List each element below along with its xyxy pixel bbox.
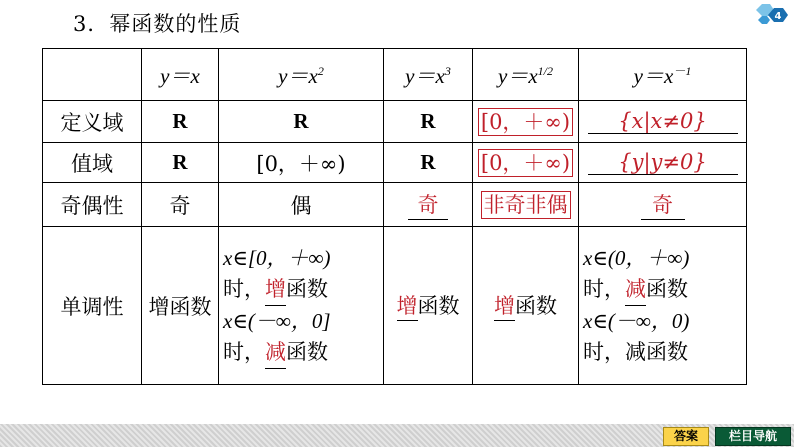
- table-cell: [473, 183, 579, 227]
- table-cell: 增函数: [384, 227, 473, 385]
- answer-text: {x|x≠0}: [618, 109, 707, 133]
- section-number: 3．: [73, 12, 110, 36]
- row-label: 奇偶性: [43, 183, 142, 227]
- header-row: [43, 49, 747, 101]
- answer-box: 非奇非偶: [481, 191, 571, 219]
- table-cell: [579, 227, 747, 385]
- table-cell: R: [219, 101, 384, 143]
- table-cell: [473, 143, 579, 183]
- mono-line: 时，减函数: [583, 340, 688, 364]
- header-cell: y＝x: [142, 49, 219, 101]
- answer-box: [0，＋∞): [478, 149, 573, 177]
- power-function-table: [42, 48, 747, 385]
- section-heading: [73, 8, 241, 38]
- table-cell: R: [384, 101, 473, 143]
- table-cell: [219, 227, 384, 385]
- table-row-domain: [43, 101, 747, 143]
- table-cell: [473, 101, 579, 143]
- answer-text: 奇: [417, 193, 439, 217]
- corner-cell: [43, 49, 142, 101]
- table-row-range: [43, 143, 747, 183]
- row-label: 单调性: [43, 227, 142, 385]
- table-cell: [579, 183, 747, 227]
- mono-line: x∈(－∞，0): [583, 309, 690, 333]
- table-cell: [0，＋∞): [219, 143, 384, 183]
- answer-text: 减: [625, 277, 646, 301]
- table-cell: 奇: [142, 183, 219, 227]
- table-cell: [579, 143, 747, 183]
- table-cell: 增函数: [142, 227, 219, 385]
- table-cell: R: [142, 143, 219, 183]
- section-nav-button[interactable]: 栏目导航: [715, 427, 791, 446]
- mono-line: 时，减函数: [223, 337, 383, 369]
- table-cell: 增函数: [473, 227, 579, 385]
- answer-text: 增: [265, 276, 286, 301]
- header-cell: $y=x^{1/2}$: [473, 49, 579, 101]
- answer-text: 增: [494, 294, 515, 318]
- answer-box: [0，＋∞): [478, 108, 573, 136]
- header-cell: $y=x^{-1}$: [579, 49, 747, 101]
- page-badge: [752, 2, 790, 28]
- mono-line: x∈(0，＋∞): [583, 246, 690, 270]
- mono-line: x∈(－∞，0]: [223, 308, 331, 333]
- mono-line: 时，增函数: [223, 274, 383, 306]
- answer-text: {y|y≠0}: [618, 150, 707, 174]
- section-title: 幂函数的性质: [109, 12, 242, 36]
- row-label: 定义域: [43, 101, 142, 143]
- table-row-monotonicity: [43, 227, 747, 385]
- answer-button[interactable]: 答案: [663, 427, 709, 446]
- table-row-parity: [43, 183, 747, 227]
- mono-line: x∈[0，＋∞): [223, 245, 331, 270]
- table-cell: [384, 183, 473, 227]
- hexagon-icon: [752, 2, 790, 28]
- table-cell: R: [384, 143, 473, 183]
- header-cell: $y=x^2$: [219, 49, 384, 101]
- svg-text:4: 4: [774, 11, 782, 22]
- table-cell: 偶: [219, 183, 384, 227]
- mono-line: 时，减函数: [583, 274, 746, 306]
- table-cell: R: [142, 101, 219, 143]
- table-cell: [579, 101, 747, 143]
- answer-text: 增: [396, 294, 418, 318]
- row-label: 值域: [43, 143, 142, 183]
- header-cell: $y=x^3$: [384, 49, 473, 101]
- answer-text: 奇: [652, 193, 673, 217]
- answer-text: 减: [265, 339, 286, 364]
